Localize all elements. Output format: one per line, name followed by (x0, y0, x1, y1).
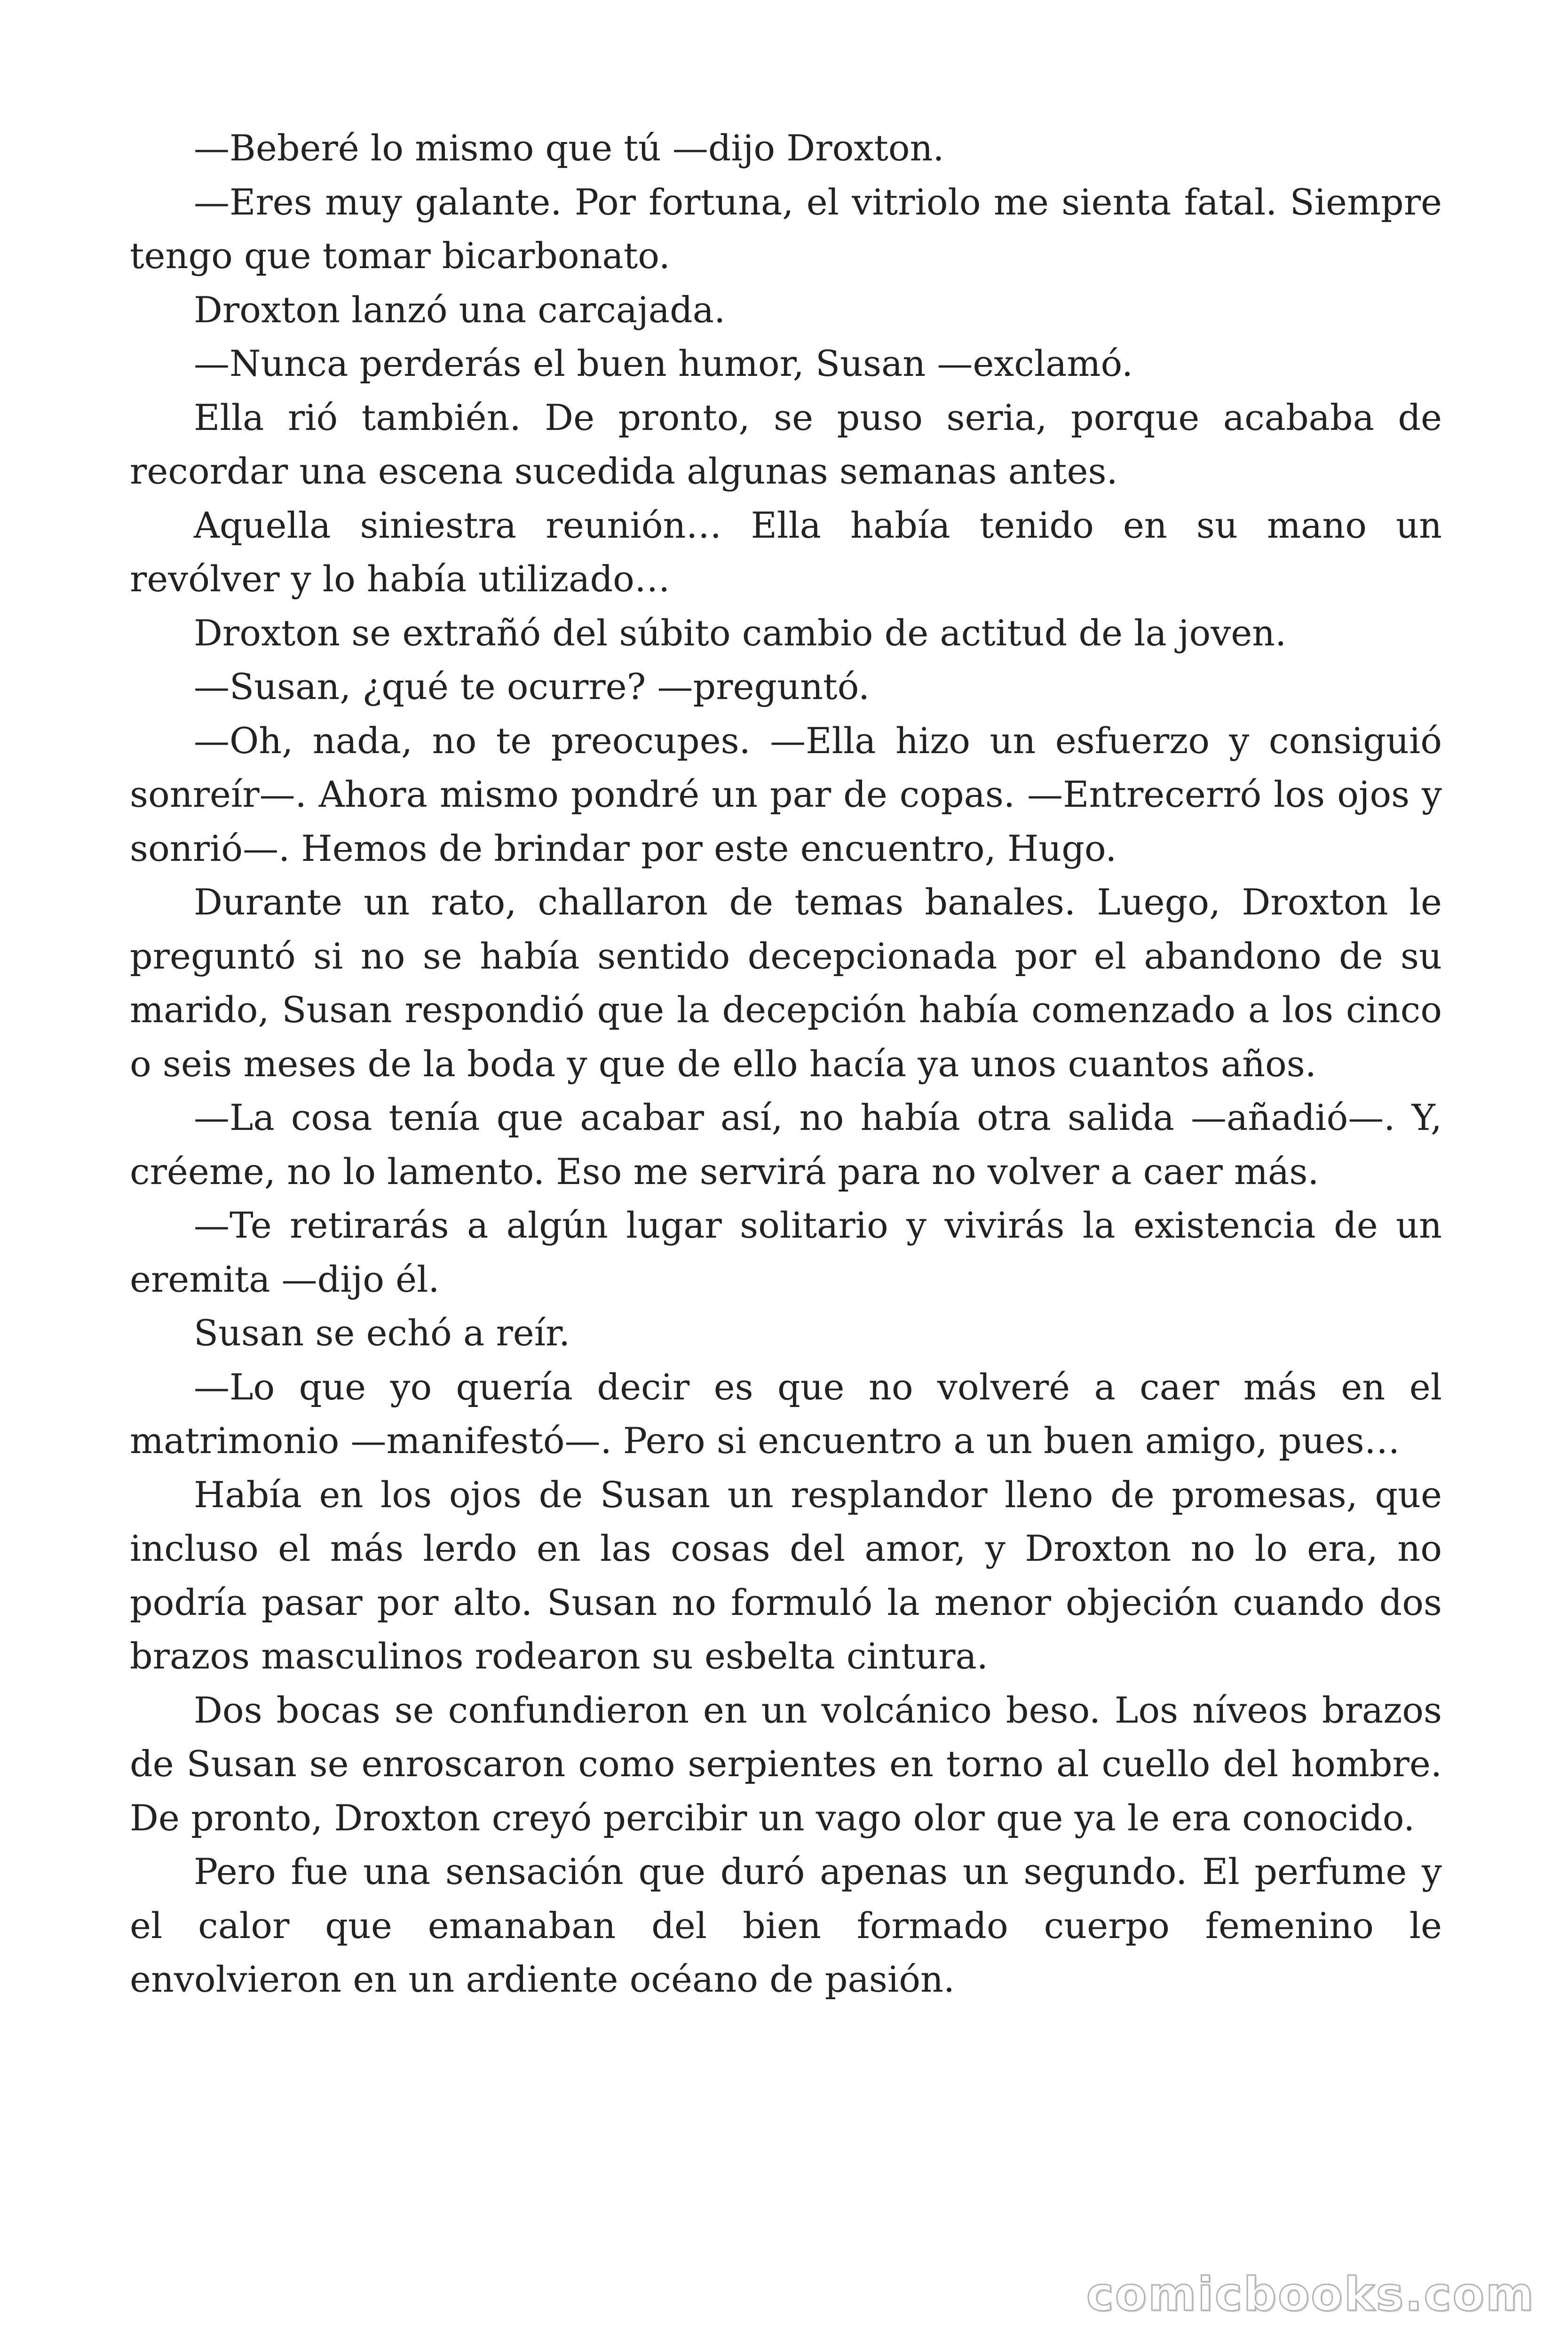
paragraph: Droxton lanzó una carcajada. (194, 288, 726, 331)
paragraph: —Te retirarás a algún lugar solitario y vivirás la existencia de un eremita —dijo él. (130, 1204, 1442, 1300)
book-page-text (130, 121, 1442, 2007)
paragraph: Había en los ojos de Susan un resplandor lleno de promesas, que incluso el más lerdo en las cosas del amor, y Droxton no lo era, no podría pasar por alto. Susan no formuló la menor objeción cuando dos brazos masculinos rodearon su esbelta cintura. (130, 1473, 1442, 1677)
paragraph: Droxton se extrañó del súbito cambio de actitud de la joven. (194, 612, 1287, 654)
paragraph: —Beberé lo mismo que tú —dijo Droxton. (194, 127, 944, 169)
paragraph: —Susan, ¿qué te ocurre? —preguntó. (194, 666, 870, 707)
paragraph: Susan se echó a reír. (194, 1312, 570, 1354)
watermark-text: comicbooks.com (1086, 2268, 1535, 2321)
paragraph: Ella rió también. De pronto, se puso seria, porque acababa de recordar una escena sucedida algunas semanas antes. (130, 396, 1442, 492)
paragraph: Pero fue una sensación que duró apenas un segundo. El perfume y el calor que emanaban del bien formado cuerpo femenino le envolvieron en un ardiente océano de pasión. (130, 1851, 1442, 2000)
paragraph: —Eres muy galante. Por fortuna, el vitriolo me sienta fatal. Siempre tengo que tomar bicarbonato. (130, 181, 1442, 277)
paragraph: —Nunca perderás el buen humor, Susan —exclamó. (194, 342, 1133, 384)
paragraph: Dos bocas se confundieron en un volcánico beso. Los níveos brazos de Susan se enroscaron como serpientes en torno al cuello del hombre. De pronto, Droxton creyó percibir un vago olor que ya le era conocido. (130, 1689, 1442, 1839)
paragraph: —La cosa tenía que acabar así, no había otra salida —añadió—. Y, créeme, no lo lamento. Eso me servirá para no volver a caer más. (130, 1097, 1442, 1192)
paragraph: Aquella siniestra reunión… Ella había tenido en su mano un revólver y lo había utilizado… (130, 504, 1442, 600)
paragraph: —Lo que yo quería decir es que no volveré a caer más en el matrimonio —manifestó—. Pero si encuentro a un buen amigo, pues… (130, 1366, 1442, 1462)
paragraph: —Oh, nada, no te preocupes. —Ella hizo un esfuerzo y consiguió sonreír—. Ahora mismo pondré un par de copas. —Entrecerró los ojos y sonrió—. Hemos de brindar por este encuentro, Hugo. (130, 719, 1442, 869)
paragraph: Durante un rato, challaron de temas banales. Luego, Droxton le preguntó si no se había sentido decepcionada por el abandono de su marido, Susan respondió que la decepción había comenzado a los cinco o seis meses de la boda y que de ello hacía ya unos cuantos años. (130, 881, 1442, 1085)
